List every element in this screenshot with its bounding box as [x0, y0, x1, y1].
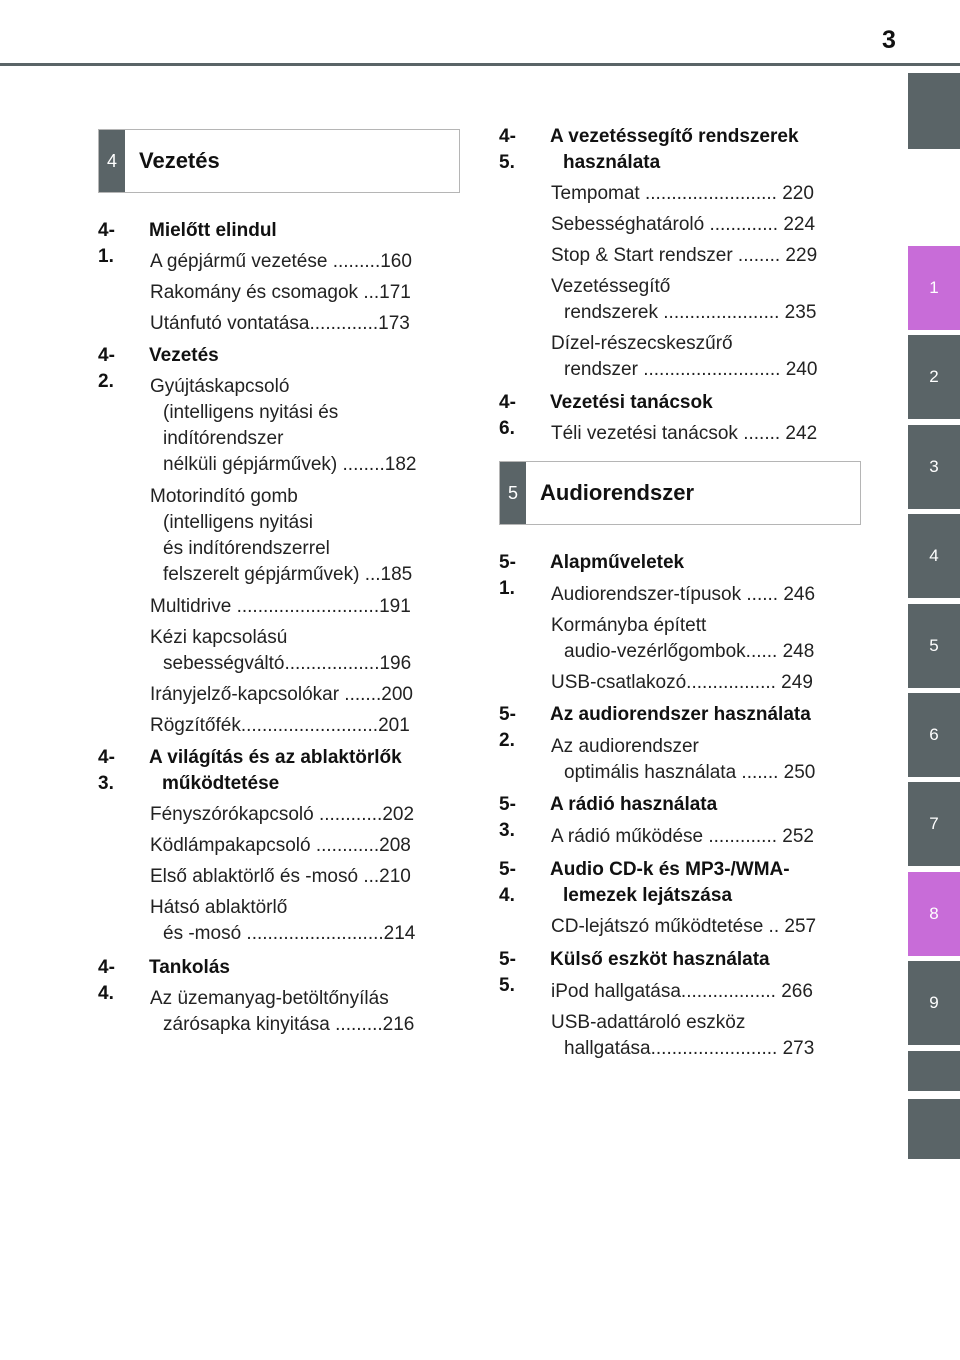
- chapter-tab[interactable]: 8: [908, 872, 960, 956]
- toc-entry-line: Rögzítőfék..........................201: [150, 715, 410, 736]
- toc-entry[interactable]: [150, 864, 411, 890]
- toc-entry-line: és indítórendszerrel: [163, 538, 330, 559]
- toc-entry-line: optimális használata ....... 250: [564, 762, 816, 783]
- toc-entry-line: Utánfutó vontatása.............173: [150, 313, 410, 334]
- toc-entry-line: Gyújtáskapcsoló: [150, 376, 290, 397]
- chapter-title: Vezetési tanácsok: [550, 392, 713, 413]
- toc-entry-line: USB-adattároló eszköz: [551, 1012, 746, 1033]
- chapter-tab[interactable]: [908, 73, 960, 149]
- chapter-tab[interactable]: 1: [908, 246, 960, 330]
- toc-entry[interactable]: [551, 914, 816, 940]
- chapter-number: 4-6.: [499, 392, 516, 439]
- toc-entry-line: rendszer .......................... 240: [564, 359, 818, 380]
- chapter-title: Vezetés: [149, 345, 219, 366]
- chapter-tab[interactable]: 2: [908, 335, 960, 419]
- toc-entry-line: Motorindító gomb: [150, 486, 298, 507]
- chapter-title-line: A világítás és az ablaktörlők: [149, 747, 402, 768]
- chapter-title: A rádió használata: [550, 794, 718, 815]
- toc-entry[interactable]: [551, 331, 817, 383]
- chapter-tab[interactable]: [908, 1099, 960, 1159]
- toc-entry[interactable]: [150, 625, 411, 677]
- chapter-number: 4-4.: [98, 957, 115, 1004]
- toc-entry-line: Dízel-részecskeszűrő: [551, 333, 733, 354]
- toc-entry[interactable]: [150, 895, 415, 947]
- toc-entry-line: rendszerek ...................... 235: [564, 302, 817, 323]
- toc-entry-line: A rádió működése ............. 252: [551, 826, 814, 847]
- toc-entry[interactable]: [150, 374, 416, 478]
- toc-entry[interactable]: [551, 582, 815, 608]
- toc-entry-line: Fényszórókapcsoló ............202: [150, 804, 415, 825]
- toc-entry-line: Multidrive ...........................191: [150, 596, 411, 617]
- toc-entry[interactable]: [150, 713, 410, 739]
- chapter-number: 4-3.: [98, 747, 115, 794]
- toc-entry-line: audio-vezérlőgombok...... 248: [564, 641, 815, 662]
- toc-entry-line: sebességváltó..................196: [163, 653, 412, 674]
- toc-entry[interactable]: [150, 280, 411, 306]
- toc-entry-line: (intelligens nyitási: [163, 512, 313, 533]
- toc-entry[interactable]: [551, 243, 817, 269]
- chapter-tab[interactable]: 9: [908, 961, 960, 1045]
- toc-entry-line: zárósapka kinyitása .........216: [163, 1014, 415, 1035]
- toc-entry[interactable]: [150, 594, 411, 620]
- chapter-number: 5-3.: [499, 794, 516, 841]
- chapter-tab[interactable]: 6: [908, 693, 960, 777]
- toc-entry[interactable]: [551, 734, 815, 786]
- toc-entry-line: indítórendszer: [163, 428, 284, 449]
- chapter-title: Mielőtt elindul: [149, 220, 277, 241]
- section-header-4[interactable]: [98, 129, 460, 193]
- toc-entry-line: Kormányba épített: [551, 615, 707, 636]
- toc-entry[interactable]: [150, 802, 414, 828]
- toc-entry[interactable]: [551, 421, 817, 447]
- section-number: 5: [500, 462, 526, 524]
- toc-entry-line: Hátsó ablaktörlő: [150, 897, 288, 918]
- toc-entry-line: Irányjelző-kapcsolókar .......200: [150, 684, 413, 705]
- toc-entry-line: USB-csatlakozó................. 249: [551, 672, 813, 693]
- chapter-title-line: Audio CD-k és MP3-/WMA-: [550, 859, 790, 880]
- chapter-number: 5-4.: [499, 859, 516, 906]
- chapter-title: [550, 124, 850, 176]
- toc-entry[interactable]: [150, 484, 412, 588]
- toc-entry[interactable]: [551, 181, 814, 207]
- section-title: Audiorendszer: [540, 480, 695, 505]
- toc-entry-line: Sebességhatároló ............. 224: [551, 214, 816, 235]
- section-number: 4: [99, 130, 125, 192]
- chapter-title-line: lemezek lejátszása: [563, 885, 733, 906]
- toc-entry-line: Kézi kapcsolású: [150, 627, 288, 648]
- chapter-number: 4-5.: [499, 126, 516, 173]
- chapter-tab[interactable]: [908, 1051, 960, 1091]
- toc-entry[interactable]: [551, 979, 813, 1005]
- toc-entry-line: Ködlámpakapcsoló ............208: [150, 835, 411, 856]
- toc-entry[interactable]: [551, 824, 814, 850]
- toc-entry-line: nélküli gépjárművek) ........182: [163, 454, 417, 475]
- toc-entry-line: Az audiorendszer: [551, 736, 699, 757]
- toc-entry[interactable]: [551, 613, 814, 665]
- chapter-number: 5-1.: [499, 552, 516, 599]
- toc-entry[interactable]: [551, 274, 816, 326]
- toc-entry[interactable]: [150, 986, 414, 1038]
- section-title: Vezetés: [139, 148, 220, 173]
- toc-entry-line: CD-lejátszó működtetése .. 257: [551, 916, 817, 937]
- chapter-title: [550, 857, 850, 909]
- toc-entry-line: (intelligens nyitási és: [163, 402, 339, 423]
- toc-entry-line: A gépjármű vezetése .........160: [150, 251, 412, 272]
- toc-entry[interactable]: [150, 249, 412, 275]
- chapter-number: 5-2.: [499, 704, 516, 751]
- toc-entry-line: Stop & Start rendszer ........ 229: [551, 245, 818, 266]
- toc-entry[interactable]: [551, 212, 815, 238]
- toc-entry-line: Rakomány és csomagok ...171: [150, 282, 411, 303]
- top-rule: [0, 63, 960, 66]
- chapter-tab[interactable]: 5: [908, 604, 960, 688]
- toc-entry-line: Az üzemanyag-betöltőnyílás: [150, 988, 389, 1009]
- toc-entry-line: Téli vezetési tanácsok ....... 242: [551, 423, 818, 444]
- chapter-tab[interactable]: 3: [908, 425, 960, 509]
- toc-entry[interactable]: [551, 670, 813, 696]
- chapter-title: Az audiorendszer használata: [550, 704, 811, 725]
- toc-entry[interactable]: [551, 1010, 814, 1062]
- chapter-number: 4-1.: [98, 220, 115, 267]
- chapter-tab[interactable]: 4: [908, 514, 960, 598]
- toc-entry-line: iPod hallgatása.................. 266: [551, 981, 813, 1002]
- toc-entry[interactable]: [150, 682, 413, 708]
- chapter-number: 5-5.: [499, 949, 516, 996]
- toc-entry[interactable]: [150, 833, 411, 859]
- chapter-tab[interactable]: 7: [908, 782, 960, 866]
- toc-entry-line: Tempomat ......................... 220: [551, 183, 814, 204]
- toc-entry-line: és -mosó ..........................214: [163, 923, 416, 944]
- toc-entry-line: felszerelt gépjárművek) ...185: [163, 564, 413, 585]
- toc-entry[interactable]: [150, 311, 410, 337]
- chapter-title: Külső eszköt használata: [550, 949, 770, 970]
- page-number: 3: [882, 26, 896, 54]
- chapter-title-line: működtetése: [162, 773, 280, 794]
- section-header-5[interactable]: [499, 461, 861, 525]
- chapter-title-line: használata: [563, 152, 661, 173]
- chapter-title: [149, 745, 449, 797]
- toc-entry-line: Első ablaktörlő és -mosó ...210: [150, 866, 411, 887]
- chapter-title-line: A vezetéssegítő rendszerek: [550, 126, 799, 147]
- toc-entry-line: Vezetéssegítő: [551, 276, 671, 297]
- chapter-title: Alapműveletek: [550, 552, 685, 573]
- chapter-number: 4-2.: [98, 345, 115, 392]
- toc-entry-line: hallgatása........................ 273: [564, 1038, 815, 1059]
- toc-entry-line: Audiorendszer-típusok ...... 246: [551, 584, 816, 605]
- chapter-title: Tankolás: [149, 957, 230, 978]
